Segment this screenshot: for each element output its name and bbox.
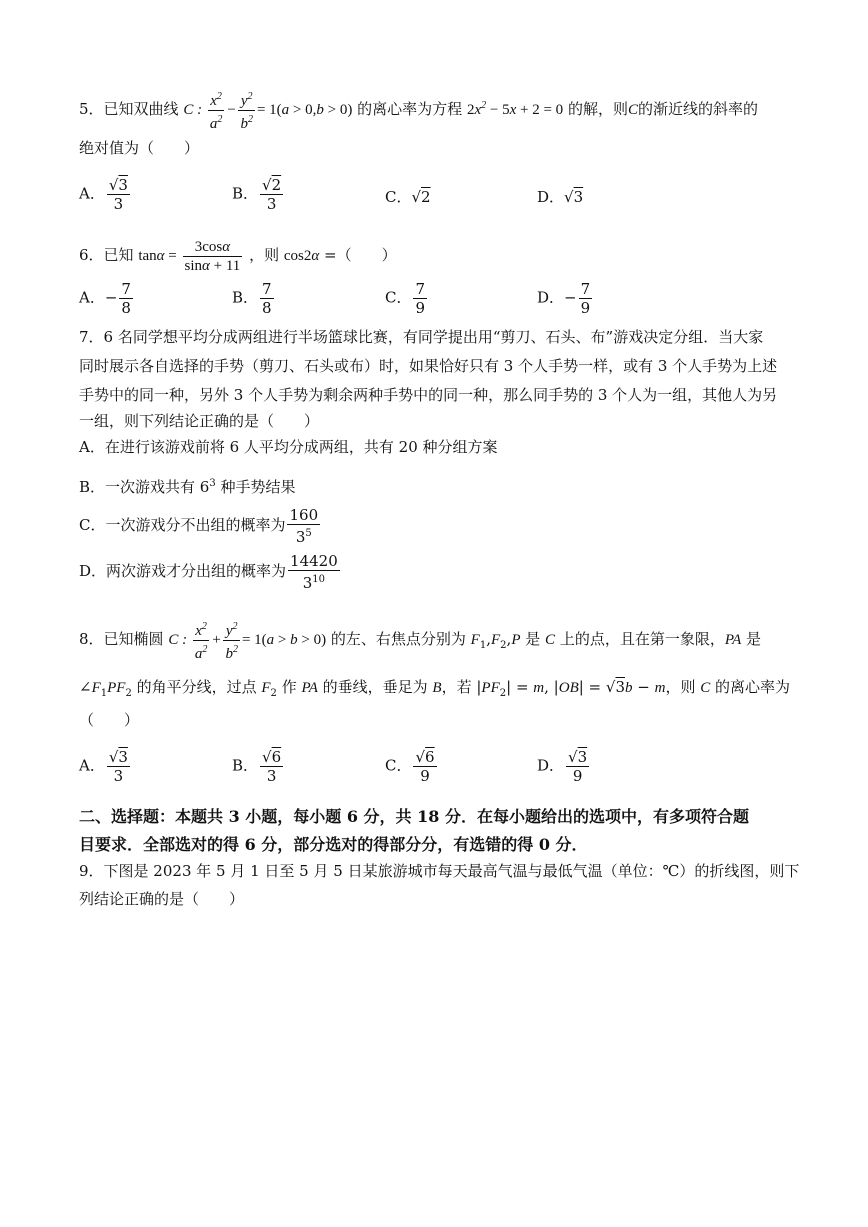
q8-option-c: C． $\frac{√6}{9}$	[385, 748, 435, 785]
q6-option-a: A．− $\frac{7}{8}$	[79, 280, 131, 317]
q7-option-b: B．一次游戏共有 $6^3$ 种手势结果	[79, 478, 296, 496]
q8-option-a: A． $\frac{√3}{3}$	[79, 748, 128, 785]
q5-equation: $2x^2 - 5x + 2 = 0$	[466, 99, 564, 118]
q6-prefix: 6．已知	[79, 245, 134, 264]
q8-suffix: 的左、右焦点分别为 $F_1,F_2,P$ 是 C 上的点，且在第一象限，PA 是	[330, 629, 762, 651]
q6-suffix: ，则 cos2α =（ ）	[249, 245, 397, 264]
q5-suffix: 的解，则C的渐近线的斜率的	[567, 99, 758, 118]
q5-option-d: D．√3	[537, 188, 584, 206]
q6-option-c: C． $\frac{7}{9}$	[385, 280, 426, 317]
q5-mid: 的离心率为方程	[357, 99, 463, 118]
q9-line1: 9．下图是 2023 年 5 月 1 日至 5 月 5 日某旅游城市每天最高气温与最低气温（单位：℃）的折线图，则下	[79, 862, 800, 880]
q9-line2: 列结论正确的是（ ）	[79, 890, 245, 908]
q8-stem-line2: $\angle F_1PF_2$ 的角平分线，过点 $F_2$ 作 PA 的垂线，垂足为 B，若 $|PF_2| = m$, |OB| = √3b − m，则 C 的离心率为	[79, 678, 791, 699]
q8-stem-line3: （ ）	[79, 711, 140, 729]
q7-line2: 同时展示各自选择的手势（剪刀、石头或布）时，如果恰好只有 3 个人手势一样，或有 3 个人手势为上述	[79, 357, 778, 375]
q6-option-d: D．− $\frac{7}{9}$	[537, 280, 591, 317]
q8-ellipse: C : $\frac{x^2}{a^2}$ + $\frac{y^2}{b^2}$ = 1(a > b > 0)	[168, 632, 326, 648]
q5-option-b: B． $\frac{√2}{3}$	[232, 176, 282, 213]
q6-option-b: B． $\frac{7}{8}$	[232, 280, 272, 317]
q5-hyperbola: C : $\frac{x^2}{a^2}$ − $\frac{y^2}{b^2}$ = 1(a > 0,b > 0)	[183, 102, 352, 118]
q5-prefix: 5．已知双曲线	[79, 99, 179, 118]
q7-option-c: C．一次游戏分不出组的概率为 $\frac{160}{3^5}$	[79, 506, 319, 546]
q5-stem-line2: 绝对值为（ ）	[79, 139, 200, 157]
q7-line4: 一组，则下列结论正确的是（ ）	[79, 412, 320, 430]
q5-option-a: A． $\frac{√3}{3}$	[79, 176, 128, 213]
q7-option-a: A．在进行该游戏前将 6 人平均分成两组，共有 20 种分组方案	[79, 438, 498, 456]
q7-line1: 7．6 名同学想平均分成两组进行半场篮球比赛，有同学提出用“剪刀、石头、布”游戏决定分组．当大家	[79, 328, 764, 346]
q8-option-b: B． $\frac{√6}{3}$	[232, 748, 282, 785]
q8-option-d: D． $\frac{√3}{9}$	[537, 748, 588, 785]
q8-stem-line1	[79, 618, 761, 663]
q5-stem-line1	[79, 88, 758, 133]
q7-line3: 手势中的同一种，另外 3 个人手势为剩余两种手势中的同一种，那么同手势的 3 个人为一组，其他人为另	[79, 386, 778, 404]
q7-option-d: D．两次游戏才分出组的概率为 $\frac{14420}{3^{10}}$	[79, 552, 338, 592]
q5-option-c: C．√2	[385, 188, 431, 206]
q8-prefix: 8．已知椭圆	[79, 629, 164, 648]
q6-expr: tanα = $\frac{3\cos\alpha}{\sin\alpha + 11}$	[138, 239, 241, 274]
section2-heading-line2: 目要求．全部选对的得 6 分，部分选对的得部分分，有选错的得 0 分．	[79, 835, 588, 854]
section2-heading-line1: 二、选择题：本题共 3 小题，每小题 6 分，共 18 分．在每小题给出的选项中，有多项符合题	[79, 807, 749, 826]
q6-stem	[79, 238, 397, 275]
